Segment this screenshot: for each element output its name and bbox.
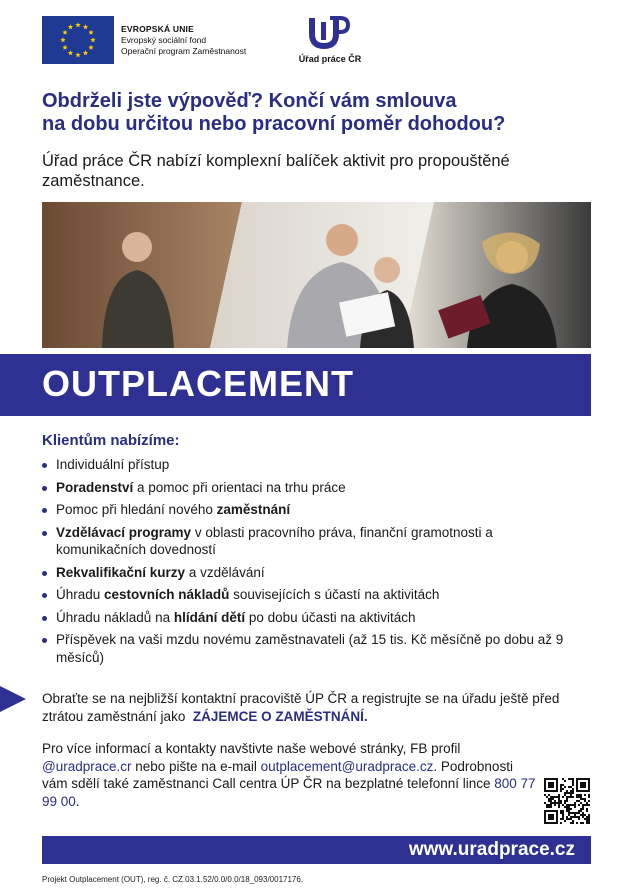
register-highlight: ZÁJEMCE O ZAMĚSTNÁNÍ. (192, 708, 368, 724)
register-paragraph (42, 690, 587, 725)
register-text: Obraťte se na nejbližší kontaktní pracoviště ÚP ČR a registrujte se na úřadu ještě před ztrátou zaměstnání jako (42, 691, 560, 724)
list-item: Rekvalifikační kurzy a vzdělávání (40, 564, 580, 582)
up-name: Úřad práce ČR (298, 54, 362, 64)
headline-line1: Obdrželi jste výpověď? Končí vám smlouva (42, 90, 457, 112)
eu-flag-icon (42, 16, 114, 64)
offer-list (40, 456, 580, 671)
up-logo-icon (306, 16, 350, 50)
email-link[interactable]: outplacement@uradprace.cz (260, 758, 434, 774)
website-link[interactable]: www.uradprace.cz (408, 839, 575, 860)
list-item: Úhradu nákladů na hlídání dětí po dobu účasti na aktivitách (40, 609, 580, 627)
fb-profile-link[interactable]: @uradprace.cr (42, 758, 132, 774)
phone-number[interactable]: 800 77 99 00 (42, 776, 536, 809)
list-item: Individuální přístup (40, 456, 580, 474)
contact-text: . (75, 793, 80, 809)
headline-line2: na dobu určitou nebo pracovní poměr dohodou? (42, 113, 506, 135)
photo-strip (42, 202, 591, 348)
arrow-marker-icon (0, 686, 26, 712)
list-item: Pomoc při hledání nového zaměstnání (40, 501, 580, 519)
headline (42, 90, 602, 136)
subheadline: Úřad práce ČR nabízí komplexní balíček aktivit pro propouštěné zaměstnance. (42, 152, 510, 190)
contact-text: nebo pište na e-mail (131, 758, 261, 774)
list-item: Poradenství a pomoc při orientaci na trhu práce (40, 479, 580, 497)
list-item: Vzdělávací programy v oblasti pracovního práva, finanční gramotnosti a komunikačních dovedností (40, 524, 580, 559)
offer-heading: Klientům nabízíme: (42, 432, 180, 449)
eu-line2: Evropský sociální fond (121, 35, 207, 45)
contact-text: . Podrobnosti vám sdělí také zaměstnanci Call centra ÚP ČR na bezplatné telefonní lince (42, 758, 513, 791)
eu-text (121, 24, 246, 57)
band-title: OUTPLACEMENT (42, 363, 354, 404)
eu-line1: EVROPSKÁ UNIE (121, 24, 194, 34)
contact-paragraph (42, 740, 542, 810)
eu-line3: Operační program Zaměstnanost (121, 46, 247, 56)
list-item: Úhradu cestovních nákladů souvisejících s účastí na aktivitách (40, 586, 580, 604)
qr-code-icon[interactable] (544, 778, 590, 824)
list-item: Příspěvek na vaši mzdu novému zaměstnavateli (až 15 tis. Kč měsíčně po dobu až 9 měsíců) (40, 631, 580, 666)
project-note: Projekt Outplacement (OUT), reg. č. CZ.03.1.52/0.0/0.0/18_093/0017176. (42, 875, 304, 884)
contact-text: Pro více informací a kontakty navštivte naše webové stránky, FB profil (42, 741, 461, 756)
